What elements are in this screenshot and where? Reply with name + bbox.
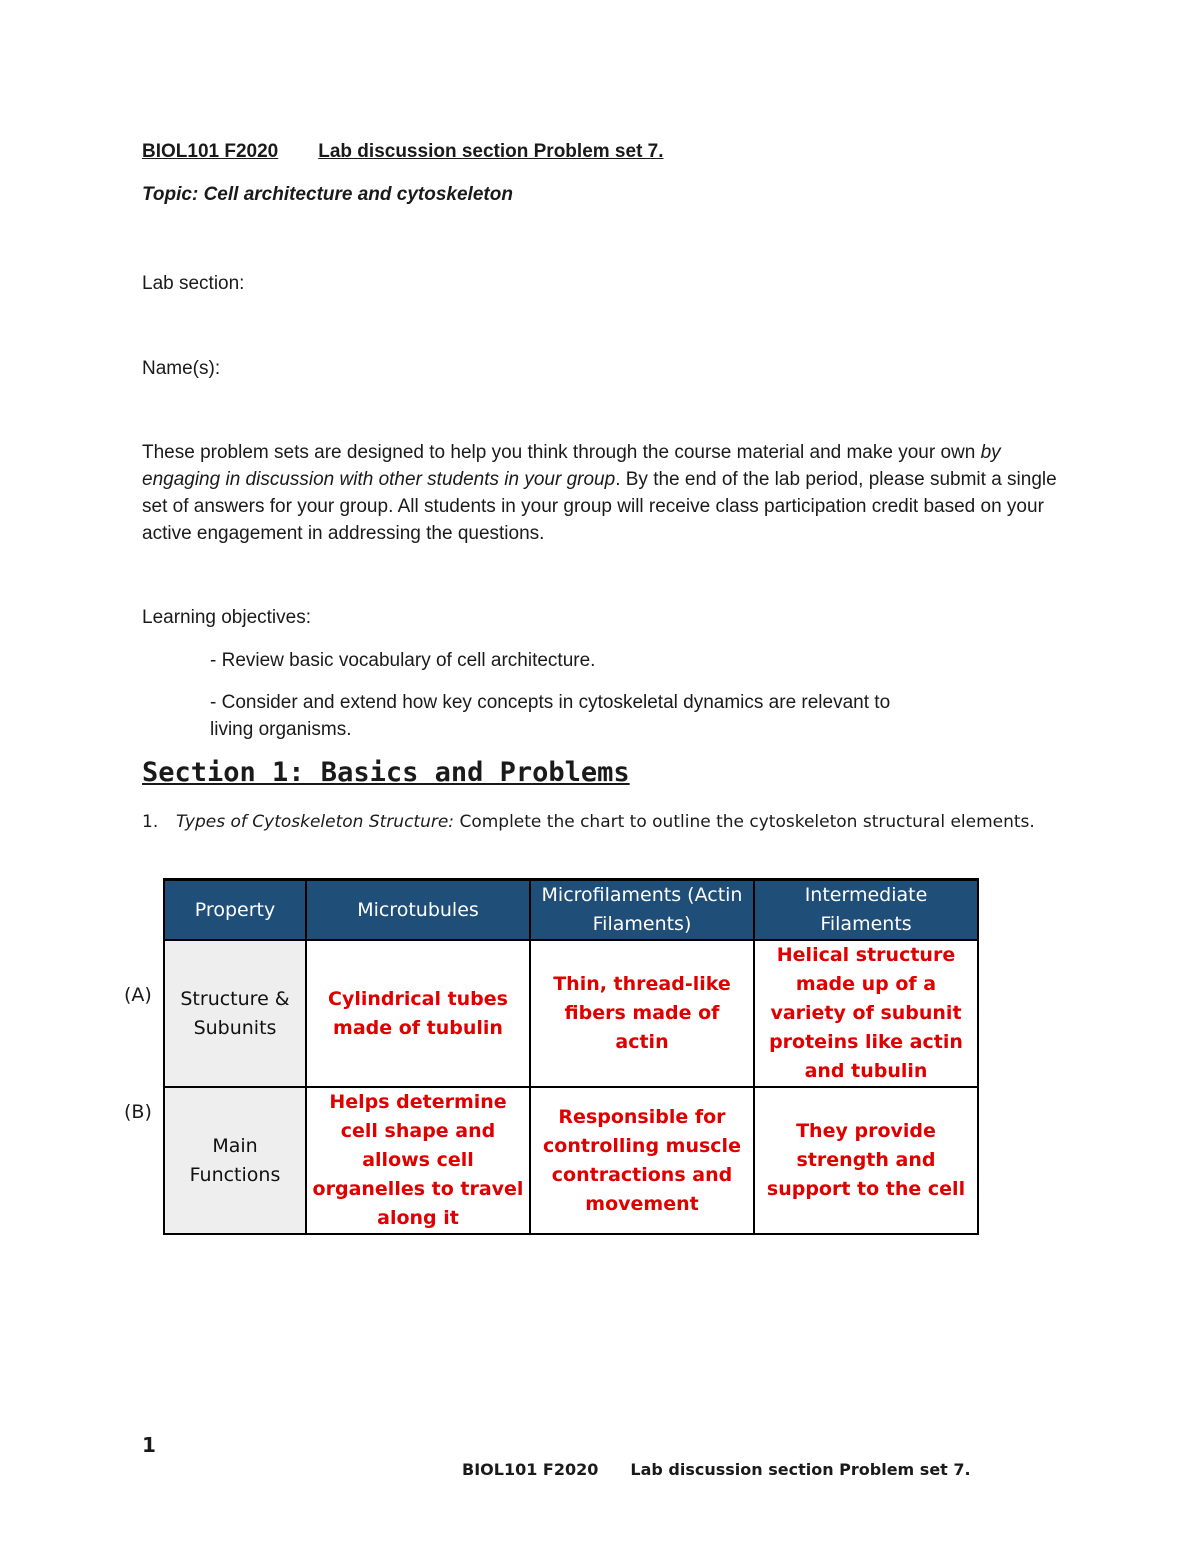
header-intermediate-filaments: Intermediate Filaments [754, 880, 978, 941]
table-row [164, 940, 978, 1087]
page-footer [462, 1460, 971, 1479]
document-header [142, 141, 664, 163]
row-property-structure: Structure & Subunits [164, 940, 306, 1087]
row-property-functions: Main Functions [164, 1087, 306, 1234]
table-row [164, 1087, 978, 1234]
footer-course: BIOL101 F2020 [462, 1460, 599, 1479]
cell-microtubules-functions: Helps determine cell shape and allows cell organelles to travel along it [306, 1087, 530, 1234]
topic-line: Topic: Cell architecture and cytoskeleton [142, 184, 513, 205]
cell-intermediate-functions: They provide strength and support to the cell [754, 1087, 978, 1234]
question-1-number: 1. [142, 812, 159, 832]
header-microfilaments: Microfilaments (Actin Filaments) [530, 880, 754, 941]
question-1-text: Complete the chart to outline the cytoskeleton structural elements. [454, 812, 1035, 832]
row-label-a: (A) [124, 984, 152, 1006]
question-1 [142, 812, 1035, 832]
header-property: Property [164, 880, 306, 941]
header-title: Lab discussion section Problem set 7. [318, 141, 664, 162]
section-1-title: Section 1: Basics and Problems [142, 757, 630, 788]
intro-part3: . By the end of the lab period, please submit a single set of answers for your group. All students in your group will receive class participation credit based on your active engagement in addressing the questions. [142, 469, 1057, 544]
header-course: BIOL101 F2020 [142, 141, 279, 162]
objective-item-2: - Consider and extend how key concepts in cytoskeletal dynamics are relevant to living organisms. [210, 692, 891, 740]
names-label: Name(s): [142, 358, 221, 379]
table-header-row [164, 880, 978, 941]
footer-title: Lab discussion section Problem set 7. [630, 1460, 971, 1479]
lab-section-label: Lab section: [142, 273, 245, 294]
intro-part1: These problem sets are designed to help you think through the course material and make your own [142, 442, 981, 463]
objective-item-1: - Review basic vocabulary of cell architecture. [210, 650, 596, 671]
cell-microfilaments-functions: Responsible for controlling muscle contractions and movement [530, 1087, 754, 1234]
cell-microfilaments-structure: Thin, thread-like fibers made of actin [530, 940, 754, 1087]
row-label-b: (B) [124, 1101, 152, 1123]
learning-objectives-label: Learning objectives: [142, 607, 311, 628]
cell-intermediate-structure: Helical structure made up of a variety of subunit proteins like actin and tubulin [754, 940, 978, 1087]
cytoskeleton-table-wrapper [163, 878, 979, 1235]
cell-microtubules-structure: Cylindrical tubes made of tubulin [306, 940, 530, 1087]
question-1-title: Types of Cytoskeleton Structure: [176, 812, 455, 832]
intro-emphasis: by engaging in discussion with other students in your group [142, 442, 1001, 490]
page-number: 1 [142, 1433, 156, 1457]
cytoskeleton-table [163, 878, 979, 1235]
header-microtubules: Microtubules [306, 880, 530, 941]
intro-paragraph [142, 439, 1062, 547]
